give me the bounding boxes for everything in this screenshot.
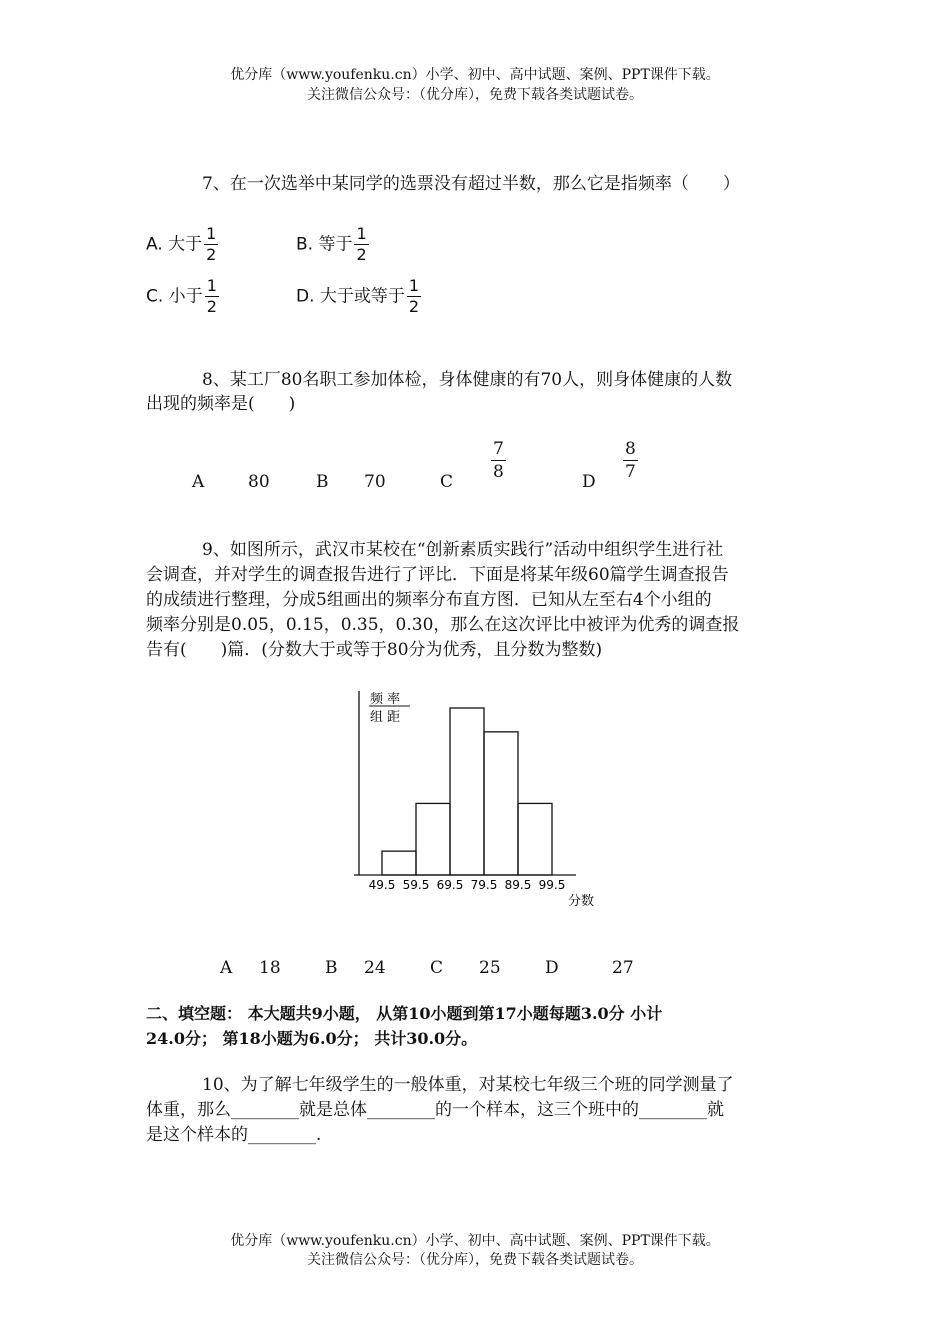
fraction bbox=[407, 276, 421, 317]
fraction-denominator: 7 bbox=[625, 462, 636, 482]
fraction-numerator: 7 bbox=[493, 439, 504, 459]
fraction-numerator: 8 bbox=[625, 439, 636, 459]
q7-option-d bbox=[296, 276, 421, 317]
q10-line-3: 是这个样本的________. bbox=[146, 1125, 322, 1145]
q9-option-a-value: 18 bbox=[259, 958, 281, 978]
histogram-bar bbox=[416, 803, 450, 875]
fraction-numerator: 1 bbox=[408, 276, 420, 295]
option-prefix: B. 等于 bbox=[296, 234, 353, 255]
q9-option-a-label: A bbox=[220, 958, 233, 978]
histogram-bar bbox=[450, 708, 484, 875]
x-axis-label: 分数 bbox=[568, 894, 595, 909]
q9-line-2: 会调查，并对学生的调查报告进行了评比．下面是将某年级60篇学生调查报告 bbox=[146, 565, 729, 585]
fraction-numerator: 1 bbox=[206, 276, 217, 295]
x-tick-label: 79.5 bbox=[470, 878, 498, 892]
fraction-denominator: 2 bbox=[206, 297, 217, 316]
header-line-1: 优分库（www.youfenku.cn）小学、初中、高中试题、案例、PPT课件下载。 bbox=[230, 67, 720, 83]
x-tick-label: 99.5 bbox=[538, 878, 566, 892]
fraction bbox=[354, 224, 368, 265]
q8-line-1: 8、某工厂80名职工参加体检，身体健康的有70人，则身体健康的人数 bbox=[202, 370, 733, 390]
q9-line-5: 告有( )篇．(分数大于或等于80分为优秀，且分数为整数) bbox=[146, 640, 603, 660]
q9-line-4: 频率分别是0.05，0.15，0.35，0.30，那么在这次评比中被评为优秀的调查报 bbox=[146, 615, 740, 635]
q8-line-2: 出现的频率是( ) bbox=[146, 394, 296, 414]
q8-option-d-fraction bbox=[621, 438, 638, 483]
option-prefix: D. 大于或等于 bbox=[296, 286, 405, 307]
y-axis-label-top: 频 率 bbox=[370, 692, 401, 707]
x-tick-label: 89.5 bbox=[504, 878, 532, 892]
section-2-heading-line-2: 24.0分； 第18小题为6.0分； 共计30.0分。 bbox=[146, 1029, 478, 1048]
q8-option-b-value: 70 bbox=[364, 472, 386, 492]
fraction bbox=[204, 224, 218, 265]
q10-line-1: 10、为了解七年级学生的一般体重，对某校七年级三个班的同学测量了 bbox=[202, 1075, 734, 1095]
q8-option-b-label: B bbox=[316, 472, 329, 492]
q9-option-d-value: 27 bbox=[612, 958, 634, 978]
q7-stem: 7、在一次选举中某同学的选票没有超过半数，那么它是指频率（ ） bbox=[202, 174, 740, 194]
q9-line-3: 的成绩进行整理，分成5组画出的频率分布直方图．已知从左至右4个小组的 bbox=[146, 590, 712, 610]
footer-line-1: 优分库（www.youfenku.cn）小学、初中、高中试题、案例、PPT课件下载。 bbox=[230, 1233, 720, 1249]
q7-option-c bbox=[146, 276, 219, 317]
fraction bbox=[205, 276, 219, 317]
fraction-denominator: 2 bbox=[206, 245, 217, 264]
q8-option-c-fraction bbox=[489, 438, 506, 483]
frequency-histogram bbox=[340, 686, 610, 911]
header-line-2: 关注微信公众号：（优分库），免费下载各类试题试卷。 bbox=[307, 87, 643, 103]
x-tick-label: 49.5 bbox=[368, 878, 396, 892]
q9-option-b-value: 24 bbox=[364, 958, 386, 978]
section-2-heading-line-1: 二、填空题： 本大题共9小题， 从第10小题到第17小题每题3.0分 小计 bbox=[146, 1004, 663, 1023]
q7-option-b bbox=[296, 224, 369, 265]
x-tick-label: 59.5 bbox=[402, 878, 430, 892]
q8-option-a-label: A bbox=[192, 472, 205, 492]
q9-option-d-label: D bbox=[545, 958, 559, 978]
x-tick-label: 69.5 bbox=[436, 878, 464, 892]
option-prefix: A. 大于 bbox=[146, 234, 203, 255]
q7-option-a bbox=[146, 224, 218, 265]
histogram-bar bbox=[382, 851, 416, 875]
fraction-denominator: 2 bbox=[356, 245, 367, 264]
footer-line-2: 关注微信公众号：（优分库），免费下载各类试题试卷。 bbox=[307, 1252, 643, 1268]
q9-line-1: 9、如图所示，武汉市某校在“创新素质实践行”活动中组织学生进行社 bbox=[202, 540, 724, 560]
fraction-numerator: 1 bbox=[356, 224, 367, 243]
y-axis-label-bottom: 组 距 bbox=[370, 710, 401, 725]
option-prefix: C. 小于 bbox=[146, 286, 203, 307]
fraction-denominator: 8 bbox=[493, 462, 504, 482]
q8-option-a-value: 80 bbox=[248, 472, 270, 492]
fraction-numerator: 1 bbox=[206, 224, 217, 243]
q10-line-2: 体重，那么________就是总体________的一个样本，这三个班中的________就 bbox=[146, 1100, 724, 1120]
histogram-bar bbox=[518, 803, 552, 875]
q8-option-c-label: C bbox=[440, 472, 454, 492]
q9-option-c-value: 25 bbox=[479, 958, 501, 978]
q9-option-b-label: B bbox=[325, 958, 338, 978]
fraction-denominator: 2 bbox=[408, 297, 420, 316]
q8-option-d-label: D bbox=[582, 472, 596, 492]
histogram-bar bbox=[484, 732, 518, 875]
q9-option-c-label: C bbox=[430, 958, 444, 978]
